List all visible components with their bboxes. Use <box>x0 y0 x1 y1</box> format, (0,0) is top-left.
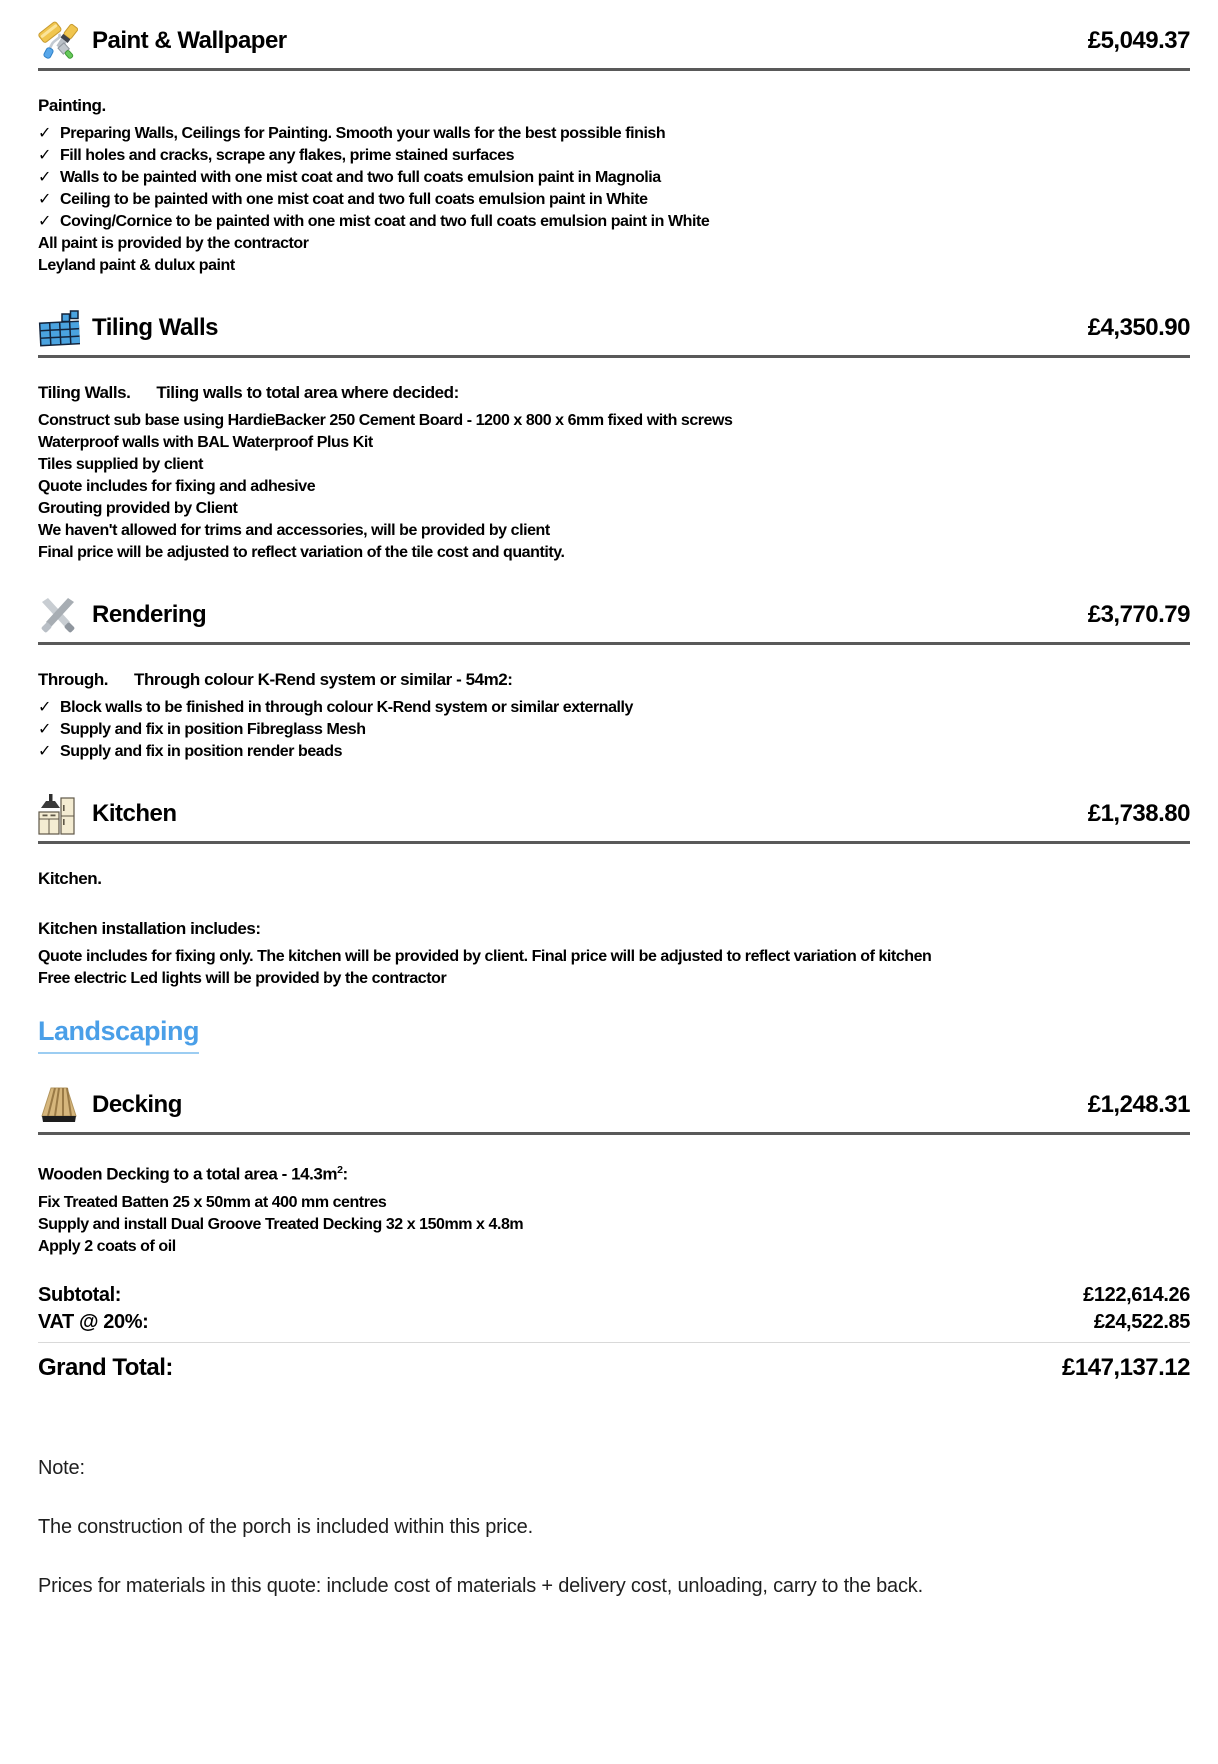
checklist-item <box>38 123 1190 145</box>
vat-value: £24,522.85 <box>1093 1310 1190 1333</box>
checklist-item <box>38 697 1190 719</box>
body-heading-text: Tiling walls to total area where decided: <box>156 383 459 402</box>
section-body <box>38 1159 1190 1258</box>
body-heading-lead: Tiling Walls. <box>38 383 131 402</box>
body-line: We haven't allowed for trims and accessories, will be provided by client <box>38 522 550 539</box>
sections-container <box>38 20 1190 1258</box>
subtotal-row <box>38 1282 1190 1309</box>
check-icon: ✓ <box>38 147 51 164</box>
checklist-item <box>38 167 1190 189</box>
checklist-text: Preparing Walls, Ceilings for Painting. Smooth your walls for the best possible finish <box>59 125 666 142</box>
section-title: Decking <box>92 1091 182 1118</box>
note-line: Prices for materials in this quote: include cost of materials + delivery cost, unloading, carry to the back. <box>38 1574 923 1597</box>
tiles-icon <box>38 307 82 349</box>
grand-total-value: £147,137.12 <box>1062 1353 1190 1381</box>
body-line: Free electric Led lights will be provided by the contractor <box>38 970 447 987</box>
section-kitchen <box>38 793 1190 990</box>
section-body <box>38 95 1190 277</box>
totals-block <box>38 1282 1190 1383</box>
note-line: The construction of the porch is included within this price. <box>38 1515 533 1538</box>
checklist-item <box>38 189 1190 211</box>
body-line: Fix Treated Batten 25 x 50mm at 400 mm centres <box>38 1193 387 1211</box>
section-header <box>38 793 1190 835</box>
section-paint-wallpaper <box>38 20 1190 277</box>
section-title: Rendering <box>92 601 207 628</box>
checklist-text: Supply and fix in position Fibreglass Mesh <box>59 721 366 738</box>
section-header <box>38 307 1190 349</box>
section-body <box>38 868 1190 990</box>
section-price: £5,049.37 <box>1087 27 1190 54</box>
body-heading <box>38 669 1190 691</box>
body-line: Construct sub base using HardieBacker 250 Cement Board - 1200 x 800 x 6mm fixed with screws <box>38 412 733 429</box>
body-heading-text: Through colour K-Rend system or similar - 54m2: <box>134 670 513 689</box>
notes-block <box>38 1453 1190 1601</box>
body-heading: Kitchen installation includes: <box>38 919 261 938</box>
section-price: £1,248.31 <box>1087 1091 1190 1118</box>
section-divider <box>38 68 1190 71</box>
section-title: Kitchen <box>92 800 177 827</box>
body-line: Quote includes for fixing only. The kitchen will be provided by client. Final price will be adjusted to reflect variation of kitchen <box>38 948 932 965</box>
section-header <box>38 594 1190 636</box>
section-title: Tiling Walls <box>92 314 219 341</box>
section-title: Paint & Wallpaper <box>92 27 287 54</box>
section-divider <box>38 1132 1190 1135</box>
body-heading-text: : <box>342 1164 348 1184</box>
checklist-text: Ceiling to be painted with one mist coat and two full coats emulsion paint in White <box>59 191 648 208</box>
body-line: Waterproof walls with BAL Waterproof Plus Kit <box>38 434 373 451</box>
checklist-text: Block walls to be finished in through colour K-Rend system or similar externally <box>59 699 633 716</box>
body-heading-text: Wooden Decking to a total area - 14.3m <box>38 1164 338 1184</box>
body-heading: Kitchen. <box>38 869 102 888</box>
checklist-item <box>38 719 1190 741</box>
checklist-item <box>38 741 1190 763</box>
section-header <box>38 1084 1190 1126</box>
checklist-item <box>38 145 1190 167</box>
section-price: £1,738.80 <box>1087 800 1190 827</box>
vat-row <box>38 1309 1190 1336</box>
section-body <box>38 669 1190 763</box>
trowels-icon <box>38 594 82 636</box>
body-line: Final price will be adjusted to reflect variation of the tile cost and quantity. <box>38 544 565 561</box>
section-decking <box>38 1084 1190 1258</box>
subtotal-label: Subtotal: <box>38 1283 122 1306</box>
subtotal-value: £122,614.26 <box>1083 1283 1190 1306</box>
section-body <box>38 382 1190 564</box>
checklist-text: Walls to be painted with one mist coat and two full coats emulsion paint in Magnolia <box>59 169 661 186</box>
check-icon: ✓ <box>38 169 51 186</box>
check-icon: ✓ <box>38 743 51 760</box>
body-line: All paint is provided by the contractor <box>38 235 309 252</box>
spacer <box>38 896 1190 918</box>
checklist-text: Fill holes and cracks, scrape any flakes, prime stained surfaces <box>59 147 515 164</box>
decking-icon <box>38 1084 82 1126</box>
section-header <box>38 20 1190 62</box>
section-tiling-walls <box>38 307 1190 564</box>
checklist-item <box>38 211 1190 233</box>
body-line: Supply and install Dual Groove Treated Decking 32 x 150mm x 4.8m <box>38 1215 524 1233</box>
grand-total-row <box>38 1352 1190 1383</box>
kitchen-icon <box>38 793 82 835</box>
body-heading <box>38 1159 1190 1186</box>
check-icon: ✓ <box>38 699 51 716</box>
check-icon: ✓ <box>38 721 51 738</box>
note-heading: Note: <box>38 1456 85 1479</box>
body-heading: Painting. <box>38 96 106 115</box>
body-line: Apply 2 coats of oil <box>38 1237 176 1255</box>
section-price: £4,350.90 <box>1087 314 1190 341</box>
vat-label: VAT @ 20%: <box>38 1310 149 1333</box>
body-heading-lead: Through. <box>38 670 109 689</box>
body-line: Quote includes for fixing and adhesive <box>38 478 316 495</box>
paint-roller-brush-icon <box>38 20 82 62</box>
landscaping-link[interactable]: Landscaping <box>38 1016 199 1054</box>
section-price: £3,770.79 <box>1087 601 1190 628</box>
section-divider <box>38 355 1190 358</box>
check-icon: ✓ <box>38 191 51 208</box>
body-heading <box>38 382 1190 404</box>
body-line: Grouting provided by Client <box>38 500 238 517</box>
section-rendering <box>38 594 1190 763</box>
body-line: Leyland paint & dulux paint <box>38 257 235 274</box>
totals-divider <box>38 1342 1190 1343</box>
check-icon: ✓ <box>38 213 51 230</box>
checklist-text: Supply and fix in position render beads <box>59 743 343 760</box>
section-divider <box>38 642 1190 645</box>
check-icon: ✓ <box>38 125 51 142</box>
body-line: Tiles supplied by client <box>38 456 203 473</box>
group-heading-wrap <box>38 1016 1190 1054</box>
checklist-text: Coving/Cornice to be painted with one mist coat and two full coats emulsion paint in White <box>59 213 710 230</box>
superscript: 2 <box>337 1164 343 1176</box>
grand-total-label: Grand Total: <box>38 1353 173 1381</box>
section-divider <box>38 841 1190 844</box>
